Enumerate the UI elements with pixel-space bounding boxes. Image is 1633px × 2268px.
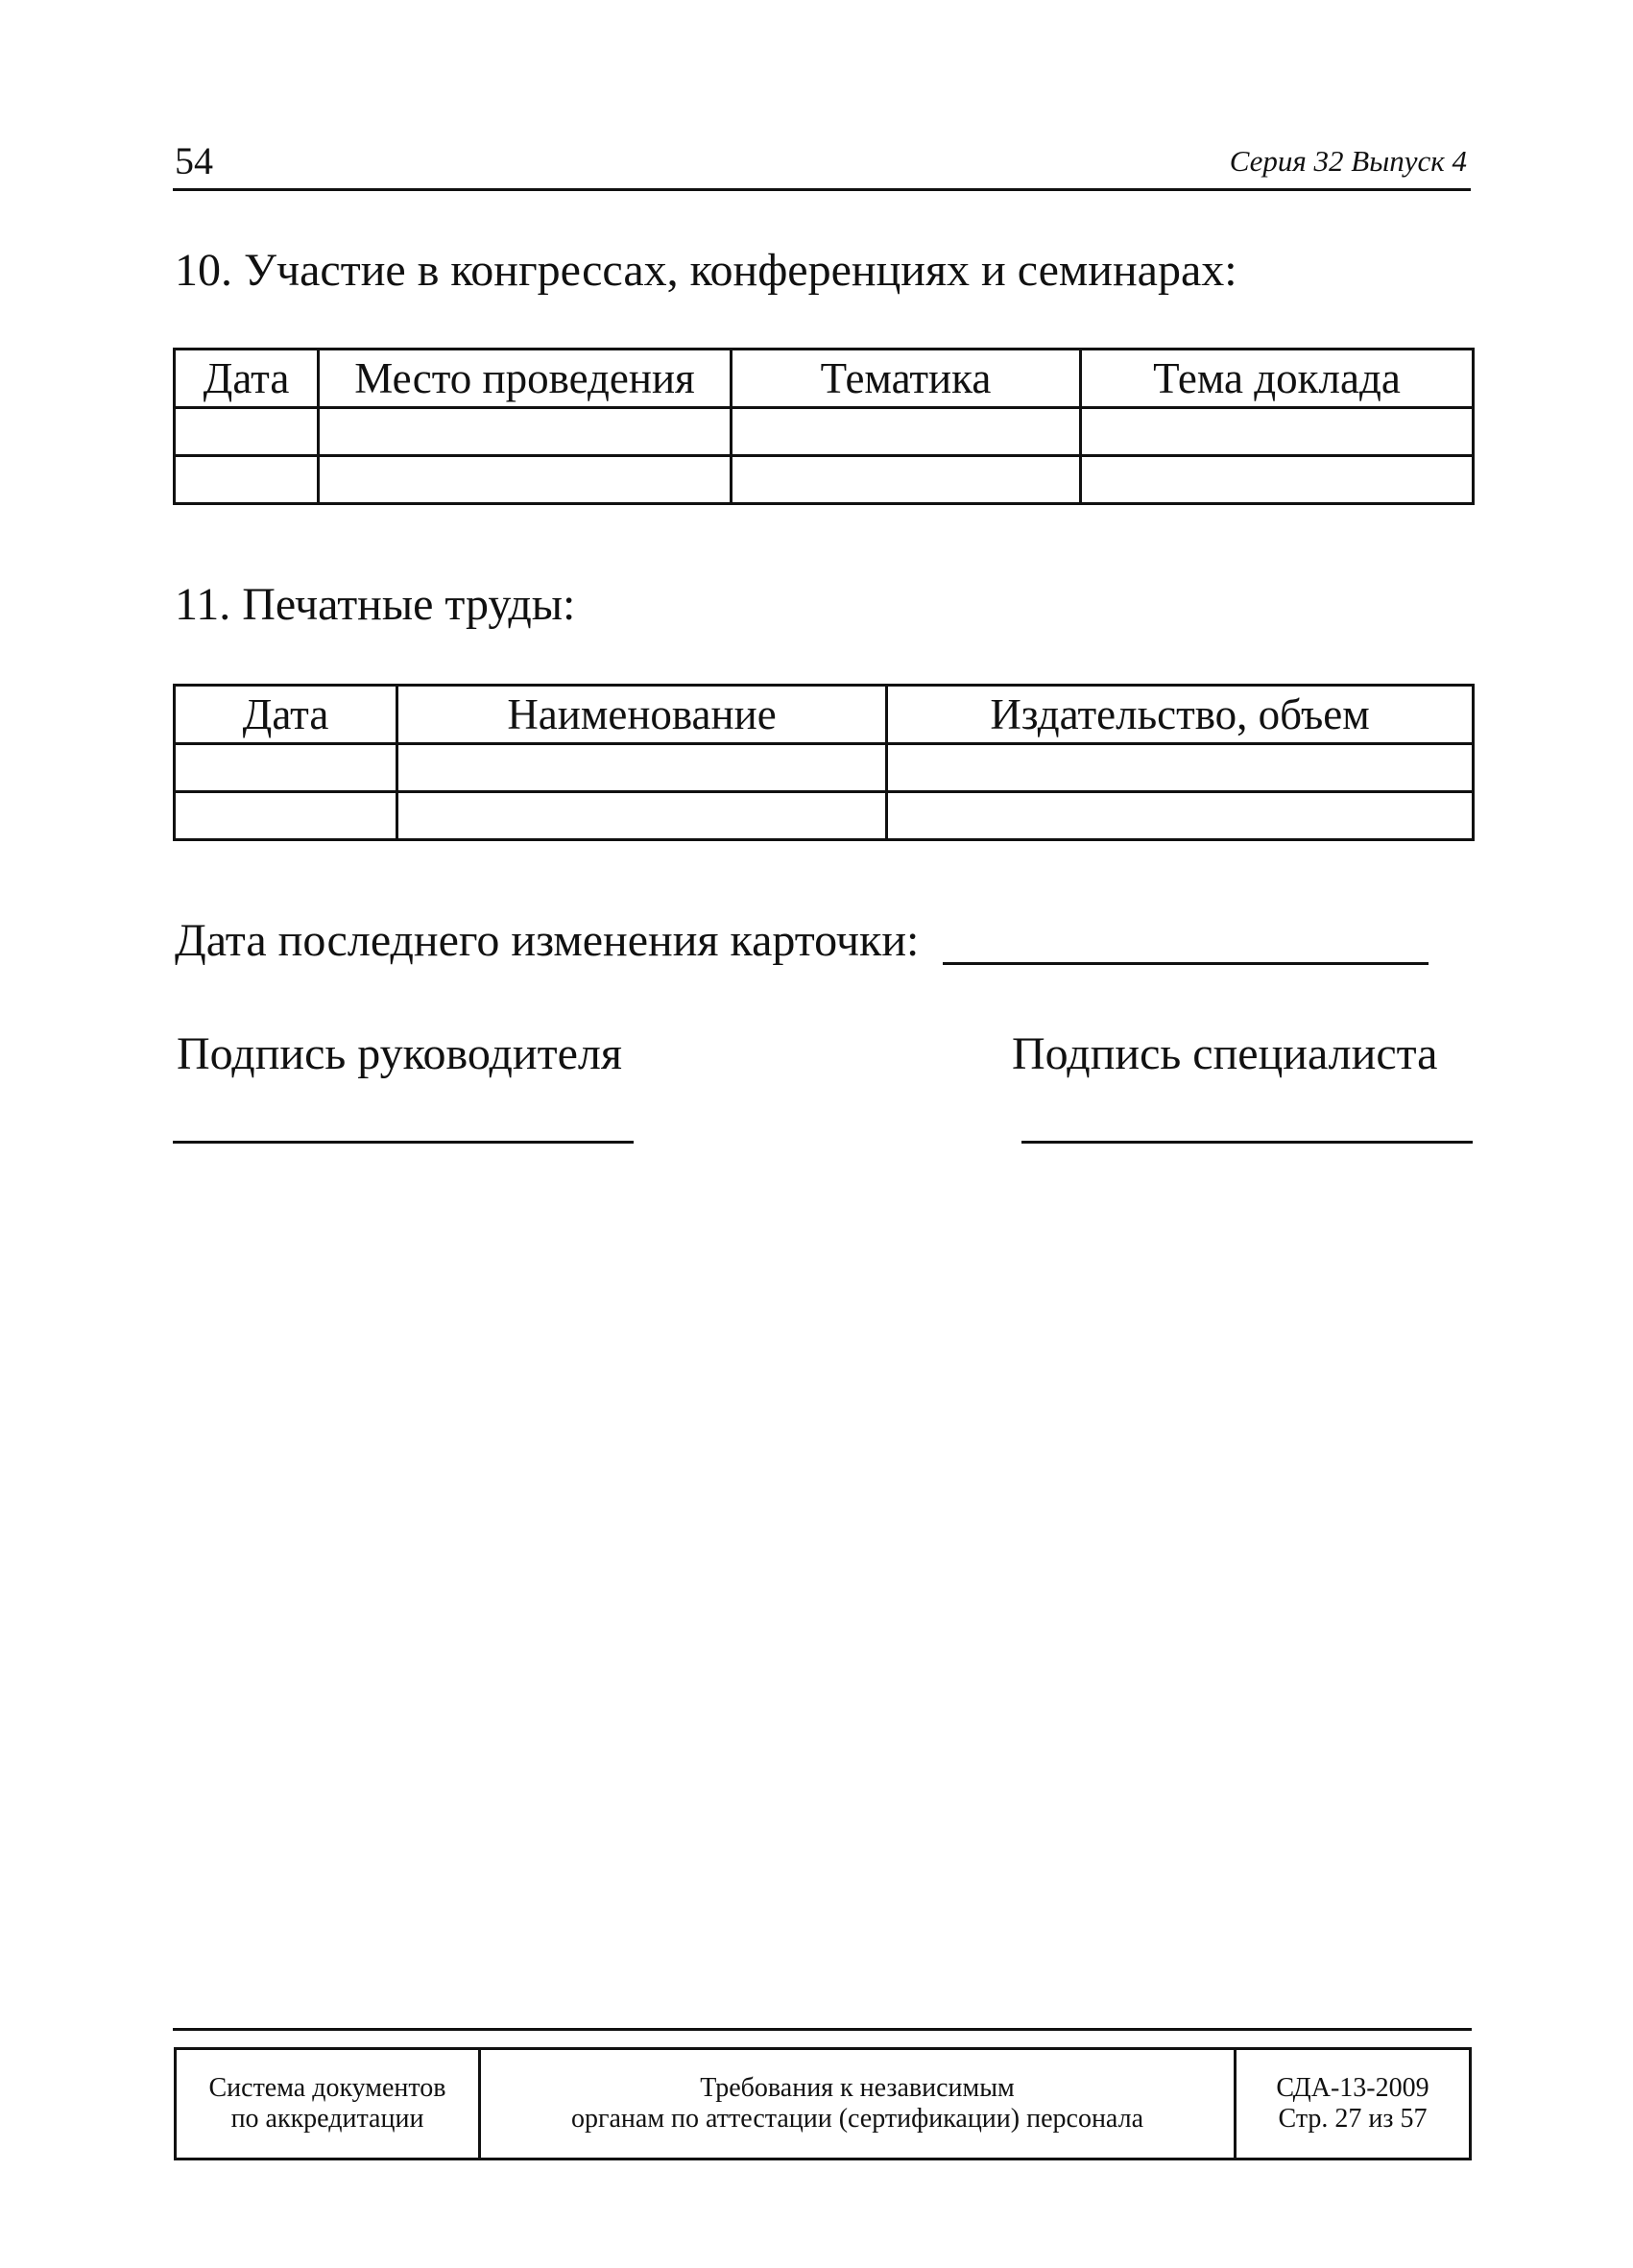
table-header-row (175, 350, 1474, 408)
column-header-date: Дата (175, 350, 319, 408)
table-cell[interactable] (175, 456, 319, 504)
footer-doc-code: СДА-13-2009 (1276, 2073, 1429, 2103)
table-row (175, 792, 1474, 840)
footer-system-cell (177, 2050, 481, 2158)
table-cell[interactable] (175, 792, 397, 840)
section-11-title: 11. Печатные труды: (175, 579, 576, 630)
column-header-title: Наименование (397, 686, 887, 744)
table-cell[interactable] (732, 408, 1081, 456)
table-cell[interactable] (397, 792, 887, 840)
table-row (175, 744, 1474, 792)
footer-page-counter: Стр. 27 из 57 (1278, 2104, 1428, 2134)
page-number: 54 (175, 139, 213, 182)
last-change-label: Дата последнего изменения карточки: (175, 915, 920, 966)
page-header (173, 134, 1471, 191)
table-cell[interactable] (887, 744, 1474, 792)
table-cell[interactable] (319, 408, 732, 456)
last-change-date-field[interactable] (943, 962, 1429, 965)
table-cell[interactable] (397, 744, 887, 792)
footer-system-line-1: Система документов (208, 2073, 446, 2103)
table-header-row (175, 686, 1474, 744)
column-header-venue: Место проведения (319, 350, 732, 408)
table-cell[interactable] (732, 456, 1081, 504)
document-footer (174, 2047, 1472, 2160)
specialist-signature-field[interactable] (1021, 1141, 1473, 1144)
table-cell[interactable] (175, 744, 397, 792)
head-signature-field[interactable] (173, 1141, 634, 1144)
column-header-date: Дата (175, 686, 397, 744)
table-cell[interactable] (175, 408, 319, 456)
column-header-topic: Тематика (732, 350, 1081, 408)
table-cell[interactable] (1081, 456, 1474, 504)
section-10-title: 10. Участие в конгрессах, конференциях и семинарах: (175, 245, 1237, 296)
footer-title-cell (481, 2050, 1237, 2158)
footer-divider (173, 2028, 1472, 2031)
footer-code-cell (1237, 2050, 1469, 2158)
series-label: Серия 32 Выпуск 4 (1229, 144, 1467, 178)
congress-table (173, 348, 1475, 505)
table-cell[interactable] (319, 456, 732, 504)
table-row (175, 408, 1474, 456)
publications-table (173, 684, 1475, 841)
head-signature-label: Подпись руководителя (177, 1028, 622, 1079)
column-header-report-theme: Тема доклада (1081, 350, 1474, 408)
column-header-publisher-volume: Издательство, объем (887, 686, 1474, 744)
footer-system-line-2: по аккредитации (230, 2104, 424, 2134)
table-cell[interactable] (1081, 408, 1474, 456)
footer-title-line-2: органам по аттестации (сертификации) персонала (571, 2104, 1143, 2134)
table-cell[interactable] (887, 792, 1474, 840)
footer-title-line-1: Требования к независимым (700, 2073, 1015, 2103)
specialist-signature-label: Подпись специалиста (1012, 1028, 1438, 1079)
table-row (175, 456, 1474, 504)
